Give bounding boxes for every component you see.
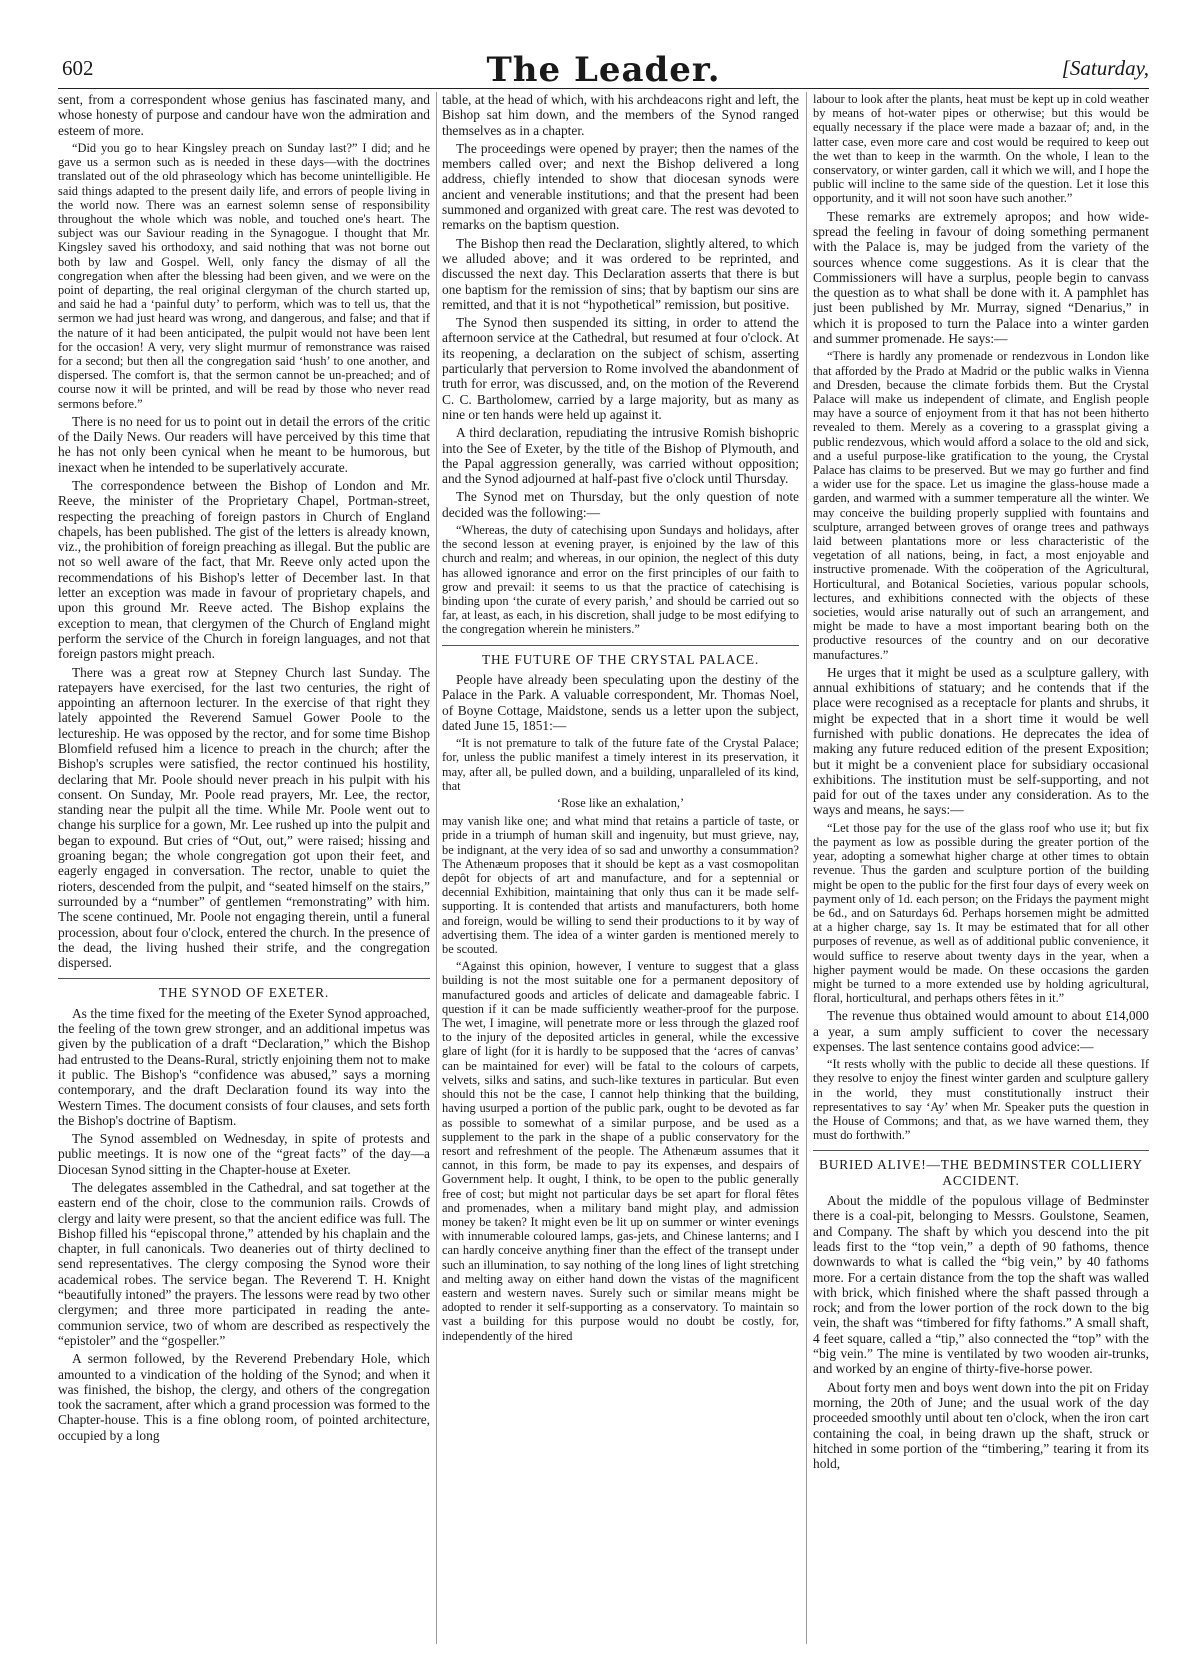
paragraph: These remarks are extremely apropos; and how wide-spread the feeling in favour of doing something permanent with the Palace is, may be judged from the variety of the sources whence come suggestions. As it is clear that the Commissioners will have a surplus, people begin to canvass the question as to what shall be done with it. A pamphlet has just been published by Mr. Murray, signed “Denarius,” in which it is proposed to turn the Palace into a winter garden and summer promenade. He says:— [813, 208, 1149, 346]
quoted-letter: “Did you go to hear Kingsley preach on Sunday last?” I did; and he gave us a sermon such as is needed in these days—with the doctrines translated out of the old phraseology which has become unintelligible. He said things adapted to the present daily life, and errors of people living in the world now. There was an earnest solemn sense of responsibility throughout the whole which was noble, and touched one's heart. The subject was our Saviour reading in the Synagogue. I thought that Mr. Kingsley saved his orthodoxy, and said nothing that was not borne out both by law and Gospel. Well, only fancy the dismay of all the congregation when after the blessing had been given, and we were on the point of departing, the real original clergyman of the church started up, and said he had a ‘painful duty’ to perform, which was to tell us, that the sermon we had just heard was wrong, and dangerous, and false; and that if the nature of it had been anticipated, the pulpit would not have been lent for the occasion! A very, very slight murmur of remonstrance was raised for a second; but then all the congregation said ‘hush’ to one another, and dispersed. The comfort is, that the sermon cannot be un-preached; and of course now it will be printed, and will be read by those who never read sermons before.” [58, 140, 430, 411]
paragraph: A sermon followed, by the Reverend Prebendary Hole, which amounted to a vindication of the holding of the Synod; and when it was finished, the bishop, the clergy, and others of the congregation took the sacrament, after which a grand procession was formed to the Chapter-house. This is a fine oblong room, of pointed architecture, occupied by a long [58, 1351, 430, 1443]
section-heading-crystal-palace: THE FUTURE OF THE CRYSTAL PALACE. [442, 645, 799, 667]
paragraph: The Bishop then read the Declaration, slightly altered, to which we alluded above; and it was ordered to be reprinted, and discussed the next day. This Declaration asserts that there is but one baptism for the remission of sins; that by baptism our sins are remitted, and that it is not “hypothetical” remission, but positive. [442, 235, 799, 312]
header-day: [Saturday, [1061, 56, 1149, 80]
section-heading-colliery: BURIED ALIVE!—THE BEDMINSTER COLLIERY ACCIDENT. [813, 1150, 1149, 1188]
paragraph: There was a great row at Stepney Church last Sunday. The ratepayers have exercised, for the last two centuries, the right of appointing an afternoon lecturer. In the exercise of that right they lately appointed the Reverend Samuel Gower Poole to the lectureship. He was opposed by the rector, and for some time Bishop Blomfield refused him a licence to preach in the church; after the Bishop's scruples were satisfied, the rector continued his hostility, declaring that Mr. Poole should never preach in his pulpit with his consent. On Sunday, Mr. Poole read prayers, Mr. Lee, the rector, standing near the pulpit all the time. While Mr. Poole went out to change his surplice for a gown, Mr. Lee rushed up into the pulpit and began to expound. But cries of “Out, out,” were raised; hissing and groaning began; the whole congregation got upon their feet, and eagerly engaged in conversation. The rector, unable to quiet the rioters, descended from the pulpit, and “seated himself on the stairs,” surrounded by a “number” of gentlemen “remonstrating” with him. The scene continued, Mr. Poole not engaging therein, until a funeral procession, about four o'clock, entered the church. In the presence of the dead, the living hushed their strife, and the congregation dispersed. [58, 664, 430, 971]
quoted-letter: “It is not premature to talk of the future fate of the Crystal Palace; for, unless the public manifest a timely interest in its preservation, it may, after all, be pulled down, and a building, unparalleled of its kind, that [442, 736, 799, 793]
column-2 [442, 92, 799, 1644]
paragraph: The revenue thus obtained would amount to about £14,000 a year, a sum amply sufficient to cover the necessary expenses. The last sentence contains good advice:— [813, 1008, 1149, 1054]
verse-quote: ‘Rose like an exhalation,’ [556, 795, 685, 810]
quoted-resolution: “Whereas, the duty of catechising upon Sundays and holidays, after the second lesson at evening prayer, is enjoined by the law of this church and realm; and whereas, in our opinion, the neglect of this duty has allowed ignorance and error on the first principles of our faith to grow and prevail: it seems to us that the practice of catechising is binding upon ‘the curate of every parish,’ and should be carried out so far, at least, as each, in his discretion, shall judge to be most edifying to the congregation wherein he ministers.” [442, 523, 799, 637]
paragraph: He urges that it might be used as a sculpture gallery, with annual exhibitions of statuary; and he contends that if the place were recognised as a receptacle for plants and shrubs, it might be expected that in a short time it would be well furnished with public donations. He deprecates the idea of making any future reduced edition of the present Exposition; but it might be a convenient place for subsidiary occasional exhibitions. The institution must be self-supporting, and not paid for out of the taxes under any consideration. As to the ways and means, he says:— [813, 664, 1149, 818]
paragraph: sent, from a correspondent whose genius has fascinated many, and whose honesty of purpose and candour have won the admiration and esteem of more. [58, 92, 430, 138]
paragraph: The Synod met on Thursday, but the only question of note decided was the following:— [442, 489, 799, 520]
quoted-letter: “Against this opinion, however, I venture to suggest that a glass building is not the most suitable one for a permanent depository of manufactured goods and articles of delicate and damageable fabric. I question if it can be made sufficiently weather-proof for the purpose. The wet, I imagine, will penetrate more or less through the glazed roof to the injury of the deposited articles in general, while the excessive glare of light (for it is hardly to be supposed that the ‘acres of canvas’ can be maintained for ever) will be fatal to the colours of carpets, velvets, silks and satins, and such-like textures in particular. But even should this not be the case, I cannot help thinking that the building, having usurped a portion of the public park, ought to be devoted as far as possible to somewhat of a similar purpose, and be used as a supplement to the park in the shape of a public conservatory for the resort and refreshment of the people. The Athenæum assumes that it cannot, in this form, be made to pay its expenses, and despairs of Government help. It ought, I think, to be open to the public generally free of cost; but might not particular days be set apart for floral fêtes and promenades, when a military band might play, and admission money be taken? It might even be lit up on summer or winter evenings with innumerable coloured lamps, gas-jets, and Chinese lanterns; and I can hardly conceive anything finer than the effect of the transept under such an illumination, to say nothing of the long lines of light stretching and melting away on either hand down the vistas of the magnificent eastern and western naves. Surely such or similar means might be adopted to render it self-supporting as a conservatory. To maintain so vast a building for this purpose would no doubt be costly, for, independently of the hired [442, 959, 799, 1343]
column-3 [813, 92, 1149, 1644]
paragraph: A third declaration, repudiating the intrusive Romish bishopric into the See of Exeter, by the title of the Bishop of Plymouth, and the Papal aggression generally, was carried without opposition; and the Synod adjourned at half-past five o'clock until Thursday. [442, 425, 799, 487]
paragraph: As the time fixed for the meeting of the Exeter Synod approached, the feeling of the town grew stronger, and an additional impetus was given by the publication of a draft “Declaration,” which the Bishop had entrusted to the Deans-Rural, strictly enjoining them not to make it public. The Bishop's “confidence was abused,” says a morning contemporary, and the draft Declaration found its way into the Western Times. The document consists of four clauses, and sets forth the Bishop's doctrine of Baptism. [58, 1005, 430, 1128]
column-1 [58, 92, 430, 1644]
quoted-letter: labour to look after the plants, heat must be kept up in cold weather by means of hot-water pipes or otherwise; but this would be equally necessary if the place were made a bazaar of; and, in the latter case, even more care and cost would be required to keep out the wet than to keep in the warmth. On the whole, I lean to the conservatory, or winter garden, call it which we will, and I hope the public will incline to the same side of the question. Let it lose this opportunity, and it will not soon have such another.” [813, 92, 1149, 206]
paragraph: About forty men and boys went down into the pit on Friday morning, the 20th of June; and the usual work of the day proceeded smoothly until about ten o'clock, when the iron cart containing the coal, in being drawn up the shaft, struck or hitched in some portion of the “timbering,” tearing it from its hold, [813, 1379, 1149, 1472]
paragraph: People have already been speculating upon the destiny of the Palace in the Park. A valuable correspondent, Mr. Thomas Noel, of Boyne Cottage, Maidstone, sends us a letter upon the subject, dated June 15, 1851:— [442, 671, 799, 733]
page-header [58, 48, 1149, 89]
paragraph: The proceedings were opened by prayer; then the names of the members called over; and next the Bishop delivered a long address, chiefly intended to show that diocesan synods were ancient and venerable institutions; and that the present had been summoned and organized with great care. The rest was devoted to remarks on the baptism question. [442, 140, 799, 233]
column-divider [806, 92, 807, 1644]
paragraph: There is no need for us to point out in detail the errors of the critic of the Daily News. Our readers will have perceived by this time that he has not only been cynical when he meant to be humorous, but inexact when he intended to be superlatively accurate. [58, 413, 430, 475]
section-heading-synod: THE SYNOD OF EXETER. [58, 978, 430, 1000]
paragraph: The delegates assembled in the Cathedral, and sat together at the eastern end of the choir, close to the communion rails. Crowds of clergy and laity were present, so that the ancient edifice was full. The Bishop filled his “episcopal throne,” attended by his chaplain and the chapter, in full canonicals. Two deaneries out of thirty declined to send representatives. The clergy composing the Synod wore their academical robes. The service began. The Reverend T. H. Knight “beautifully intoned” the prayers. The lessons were read by two other clergymen; and three more participated in reading the ante-communion service, two of whom are described as respectively the “epistoler” and the “gospeller.” [58, 1180, 430, 1348]
paragraph: table, at the head of which, with his archdeacons right and left, the Bishop sat him down, and the members of the Synod ranged themselves as in a chapter. [442, 92, 799, 138]
column-divider [436, 92, 437, 1644]
page-number: 602 [62, 56, 94, 80]
paragraph: The Synod then suspended its sitting, in order to attend the afternoon service at the Cathedral, but resumed at four o'clock. At its reopening, a declaration on the subject of schism, asserting particularly that perversion to Rome involved the abandonment of truth for error, was discussed, and, on the motion of the Reverend C. C. Bartholomew, carried by a large majority, but as many as nine or ten hands were held up against it. [442, 315, 799, 422]
masthead-title: The Leader. [486, 50, 721, 90]
paragraph: The correspondence between the Bishop of London and Mr. Reeve, the minister of the Proprietary Chapel, Portman-street, respecting the preaching of foreign pastors in Church of England chapels, has been published. The gist of the letters is already known, viz., the prohibition of foreign preaching as illegal. But the public are not so well aware of the fact, that Mr. Reeve only acted upon the recommendations of his Bishop's letter of December last. In that letter an exception was made in favour of proprietary chapels, and upon this ground Mr. Reeve acted. The Bishop explains the exception to mean, that clergymen of the Church of England might perform the service of the Church in foreign languages, and not that foreign pastors might preach. [58, 477, 430, 662]
paragraph: The Synod assembled on Wednesday, in spite of protests and public meetings. It is now one of the “great facts” of the day—a Diocesan Synod sitting in the Chapter-house at Exeter. [58, 1131, 430, 1177]
paragraph: About the middle of the populous village of Bedminster there is a coal-pit, belonging to Messrs. Goulstone, Seamen, and Company. The shaft by which you descend into the pit leads first to the “top vein,” a depth of 90 fathoms, thence downwards to what is called the “big vein,” by 40 fathoms more. For a certain distance from the top the shaft was walled with brick, which finished where the shaft passed through a rock; and from the lower portion of the rock down to the big vein, the shaft was “timbered for fifty fathoms.” A small shaft, 4 feet square, called a “tip,” also connected the “top” with the “big vein.” The mine is ventilated by two wooden air-trunks, and worked by an engine of thirty-five-horse power. [813, 1193, 1149, 1377]
quoted-letter: may vanish like one; and what mind that retains a particle of taste, or pride in a triumph of human skill and ingenuity, but must grieve, nay, be indignant, at the very idea of so sad and unworthy a consummation? The Athenæum proposes that it should be kept as a vast cosmopolitan depôt for objects of art and manufacture, and for a septennial or decennial Exhibition, maintaining that only thus can it be made self-supporting. It is contended that artists and manufacturers, both home and foreign, would be willing to send their productions to it by way of advertising them. The idea of a winter garden is mentioned merely to be scouted. [442, 814, 799, 957]
quoted-pamphlet: “There is hardly any promenade or rendezvous in London like that afforded by the Prado at Madrid or the public walks in Vienna and Dresden, because the climate forbids them. But the Crystal Palace will make us independent of climate, and English people may have a source of enjoyment from it that has not been hitherto revealed to them. Merely as a covering to a grassplat giving a public rendezvous, which would afford a solace to the old and sick, and a useful purpose-like gratification to the young, the Crystal Palace has claims to be preserved. But we may go further and find a wider use for the space. Let us imagine the glass-house made a garden, and warmed with a summer temperature all the winter. We may conceive the building properly supplied with fountains and sculpture, arranged between groves of orange trees and pathways laid between plantations more or less characteristic of the vegetation of all nations, being, in fact, a most enjoyable and instructive promenade. With the coöperation of the Agricultural, Horticultural, and Botanical Societies, various popular schools, lectures, and exhibitions connected with the objects of these societies, would arise naturally out of such an arrangement, and might be made to have a most important bearing both on the productive resources of the country and on our decorative manufactures.” [813, 349, 1149, 662]
quoted-pamphlet: “It rests wholly with the public to decide all these questions. If they resolve to enjoy the finest winter garden and sculpture gallery in the world, they must constitutionally instruct their representatives to say ‘Ay’ when Mr. Speaker puts the question in the House of Commons; and that, as we have warned them, they must do forthwith.” [813, 1057, 1149, 1143]
quoted-pamphlet: “Let those pay for the use of the glass roof who use it; but fix the payment as low as possible during the greater portion of the year, adopting a somewhat higher charge at other times to obtain revenue. Thus the garden and sculpture portion of the building might be open to the public for the first four days of every week on payment only of 1d. each person; on the Fridays the payment might be 6d., and on Saturdays 6d. Perhaps horsemen might be admitted at a higher charge, say 1s. It may be estimated that for all other purposes of revenue, as well as of additional public convenience, it would suffice to reserve about twenty days in the year, when a higher payment would be made. On these occasions the garden might be turned to a more extended use by holding agricultural, floral, horticultural, and perhaps others fêtes in it.” [813, 820, 1149, 1006]
